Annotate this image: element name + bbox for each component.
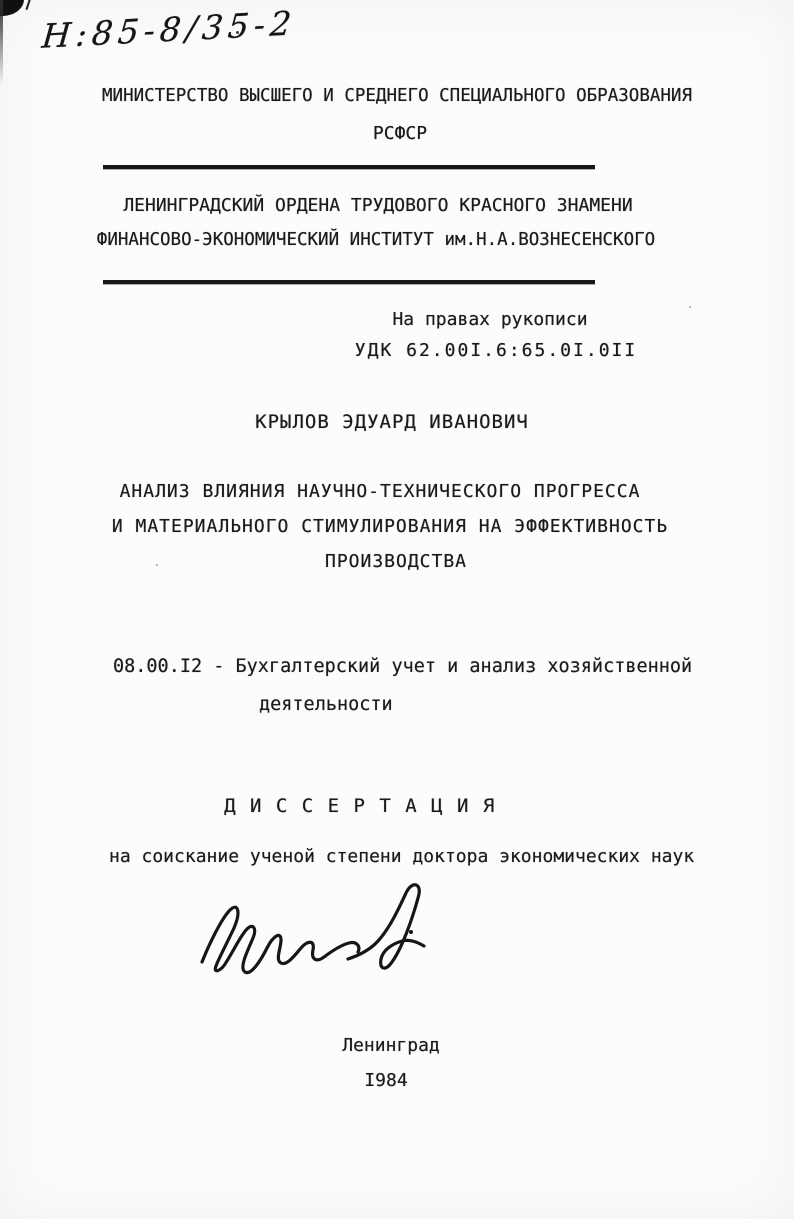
republic-line: РСФСР (372, 123, 428, 144)
dissertation-title-line-3: ПРОИЗВОДСТВА (324, 551, 468, 572)
scan-tick-artifact (26, 0, 38, 12)
specialty-code-line-2: деятельности (259, 694, 393, 715)
handwritten-shelf-mark: Н:85-8/35-2 (40, 3, 298, 56)
scan-speck (156, 564, 158, 566)
ministry-line: МИНИСТЕРСТВО ВЫСШЕГО И СРЕДНЕГО СПЕЦИАЛЬНОГО ОБРАЗОВАНИЯ (101, 86, 693, 106)
institute-line-1: ЛЕНИНГРАДСКИЙ ОРДЕНА ТРУДОВОГО КРАСНОГО ЗНАМЕНИ (123, 195, 633, 216)
author-name: КРЫЛОВ ЭДУАРД ИВАНОВИЧ (255, 411, 529, 433)
divider-rule-bottom (103, 280, 595, 284)
author-signature (196, 880, 458, 984)
document-type-heading: Д И С С Е Р Т А Ц И Я (224, 795, 496, 817)
city-name: Ленинград (342, 1035, 440, 1056)
scan-corner-artifact (0, 0, 24, 16)
specialty-code-line-1: 08.00.I2 - Бухгалтерский учет и анализ хозяйственной (113, 656, 693, 677)
scan-speck (689, 306, 691, 308)
scan-edge-shadow (0, 0, 3, 85)
publication-year: I984 (364, 1070, 408, 1091)
dissertation-title-line-1: АНАЛИЗ ВЛИЯНИЯ НАУЧНО-ТЕХНИЧЕСКОГО ПРОГРЕССА (119, 481, 641, 502)
manuscript-rights-note: На правах рукописи (392, 309, 588, 330)
institute-line-2: ФИНАНСОВО-ЭКОНОМИЧЕСКИЙ ИНСТИТУТ им.Н.А.ВОЗНЕСЕНСКОГО (96, 230, 656, 250)
degree-purpose-line: на соискание ученой степени доктора экономических наук (109, 846, 695, 867)
divider-rule-top (103, 165, 595, 169)
dissertation-title-line-2: И МАТЕРИАЛЬНОГО СТИМУЛИРОВАНИЯ НА ЭФФЕКТИВНОСТЬ (111, 516, 669, 537)
udc-number: УДК 62.00I.6:65.0I.0II (354, 340, 638, 361)
